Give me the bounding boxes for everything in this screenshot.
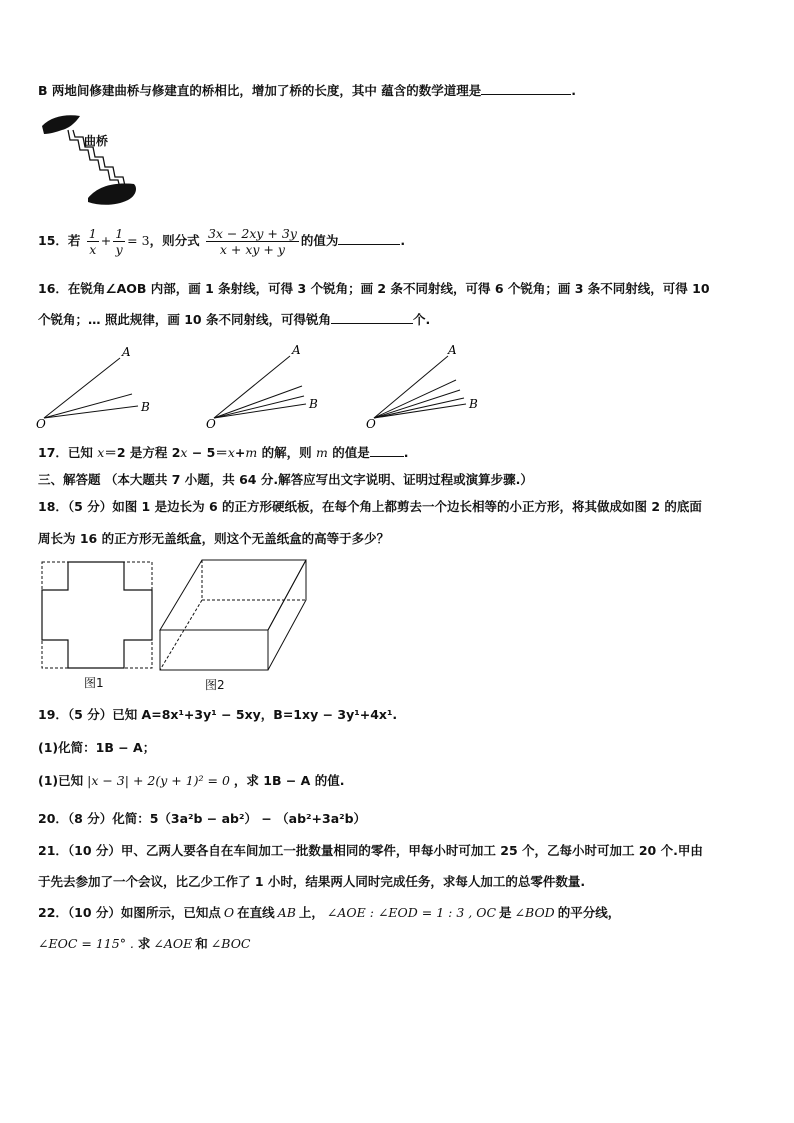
q17-var-x-2: x xyxy=(180,445,188,460)
q21-line-2: 于先去参加了一个会议，比乙少工作了 1 小时，结果两人同时完成任务，求每人加工的总零件数量. xyxy=(38,874,586,889)
q16-answer-blank[interactable] xyxy=(331,311,413,324)
q17-answer-blank[interactable] xyxy=(370,444,404,457)
q16-line2-pre: 个锐角；… 照此规律，画 10 条不同射线，可得锐角 xyxy=(38,312,331,327)
fig2-caption: 图2 xyxy=(205,678,225,692)
q22-line2-mid: 求 xyxy=(137,936,151,951)
q15-frac-1 xyxy=(87,226,99,257)
ray-OA xyxy=(44,358,120,418)
bridge-figure xyxy=(40,112,150,208)
q19-line3-pre: (1)已知 xyxy=(38,773,84,788)
q18-figure-1 xyxy=(40,560,156,672)
q21-line-1: 21．（10 分）甲、乙两人要各自在车间加工一批数量相同的零件，甲每小时可加工 25 个，乙每小时可加工 20 个.甲由 xyxy=(38,843,703,858)
q15-frac1-num: 1 xyxy=(88,226,97,241)
q22-mid3: 是 xyxy=(499,905,512,920)
q19-line3-expr: |x − 3| + 2(y + 1)² = 0 xyxy=(87,773,230,788)
bridge-label: 曲桥 xyxy=(84,134,109,148)
q22-mid2: 上， xyxy=(298,905,324,920)
q22-line-AB: AB xyxy=(277,905,296,920)
cross-shape xyxy=(42,562,152,668)
q15-frac-2 xyxy=(113,226,125,257)
q15-mid: ，则分式 xyxy=(149,233,200,248)
q16-line2-post: 个. xyxy=(412,312,431,327)
q22-and: 和 xyxy=(195,936,208,951)
hidden-edge-left xyxy=(160,600,202,670)
q15-pre: 若 xyxy=(67,233,81,248)
q14-answer-blank[interactable] xyxy=(481,82,571,95)
q22-angle-BOC: ∠BOC xyxy=(210,936,251,951)
q17-end: . xyxy=(403,445,409,460)
q19-line-1: 19．（5 分）已知 A=8x¹+3y¹ − 5xy，B=1xy − 3y¹+4x¹. xyxy=(38,707,398,722)
q15-frac2-den: y xyxy=(115,242,123,257)
q15-answer-blank[interactable] xyxy=(338,232,400,245)
ray-inner-1 xyxy=(214,386,302,418)
q16-line-2 xyxy=(38,311,430,329)
q17-var-x-3: x xyxy=(227,445,235,460)
section3-heading: 三、解答题 （本大题共 7 小题，共 64 分.解答应写出文字说明、证明过程或演算步骤.） xyxy=(38,472,533,487)
q22-angle-EOC: ∠EOC = 115° . xyxy=(38,936,134,951)
label-B: B xyxy=(309,397,318,411)
q17-text-c: − 5＝ xyxy=(187,445,228,460)
q15-end: . xyxy=(400,233,406,248)
q22-line-1 xyxy=(38,904,620,922)
box-right-side xyxy=(268,560,306,670)
q16-angle-figure-1 xyxy=(34,340,164,430)
ray-inner-1 xyxy=(374,380,456,418)
q22-angle-BOD: ∠BOD xyxy=(514,905,555,920)
label-B: B xyxy=(141,400,150,414)
q22-line-2 xyxy=(38,935,254,953)
q19-line-2: (1)化简：1B − A； xyxy=(38,740,156,755)
fig1-caption: 图1 xyxy=(84,676,104,690)
q22-point-O: O xyxy=(223,905,235,920)
ray-inner-3 xyxy=(374,398,464,418)
ray-inner-2 xyxy=(374,390,460,418)
q16-angle-figure-2 xyxy=(204,340,334,430)
q17-text-f: 的值是 xyxy=(327,445,370,460)
q17-line: 17．已知 x＝2 是方程 2x − 5＝x+m 的解，则 m 的值是 . xyxy=(38,445,409,460)
q22-end1: 的平分线， xyxy=(557,905,621,920)
top-bank-shape xyxy=(42,115,80,134)
q15-eq: = 3 xyxy=(127,233,150,248)
box-front xyxy=(160,630,268,670)
ray-inner-1 xyxy=(44,394,132,418)
q14-text-line xyxy=(38,82,576,100)
q20-line: 20．（8 分）化简：5（3a²b − ab²） − （ab²+3a²b） xyxy=(38,811,367,826)
q15-plus: + xyxy=(100,233,112,248)
label-O: O xyxy=(206,417,216,430)
ray-OB xyxy=(44,406,138,418)
label-A: A xyxy=(122,345,131,359)
q14-end: . xyxy=(571,83,576,98)
q15-frac3-den: x + xy + y xyxy=(219,242,285,257)
q17-text-e: 的解，则 xyxy=(257,445,316,460)
q15-post: 的值为 xyxy=(300,233,339,248)
q15-number: 15． xyxy=(38,233,68,248)
q18-line-2: 周长为 16 的正方形无盖纸盒，则这个无盖纸盒的高等于多少？ xyxy=(38,531,390,546)
q19-line3-post: ，求 1B − A 的值. xyxy=(233,773,345,788)
q15-frac1-den: x xyxy=(89,242,97,257)
label-A: A xyxy=(448,343,457,357)
q22-mid1: 在直线 xyxy=(237,905,275,920)
q19-line-3 xyxy=(38,772,344,790)
q15-frac-3 xyxy=(206,226,299,257)
q15-frac2-num: 1 xyxy=(115,226,124,241)
q18-line-1: 18．（5 分）如图 1 是边长为 6 的正方形硬纸板，在每个角上都剪去一个边长相等的小正方形，将其做成如图 2 的底面 xyxy=(38,499,702,514)
label-O: O xyxy=(36,417,46,430)
q15-line xyxy=(38,224,405,260)
q14-text: B 两地间修建曲桥与修建直的桥相比，增加了桥的长度，其中 蕴含的数学道理是 xyxy=(38,83,482,98)
q22-angle-AOE: ∠AOE xyxy=(153,936,193,951)
q15-frac3-num: 3x − 2xy + 3y xyxy=(207,226,297,241)
q16-line-1: 16．在锐角∠AOB 内部，画 1 条射线，可得 3 个锐角；画 2 条不同射线，可得 6 个锐角；画 3 条不同射线，可得 10 xyxy=(38,281,710,296)
q17-text-b: ＝2 是方程 2 xyxy=(104,445,181,460)
label-B: B xyxy=(469,397,478,411)
q22-ratio: ∠AOE : ∠EOD = 1 : 3 , OC xyxy=(326,905,497,920)
label-O: O xyxy=(366,417,376,430)
q18-figure-2 xyxy=(158,558,310,674)
q22-line1-pre: 22．（10 分）如图所示，已知点 xyxy=(38,905,221,920)
box-top-rim xyxy=(160,560,306,630)
q17-text-d: + xyxy=(234,445,246,460)
bottom-bank-shape xyxy=(88,184,136,205)
q16-angle-figure-3 xyxy=(364,340,494,430)
q17-var-x-1: x xyxy=(97,445,105,460)
label-A: A xyxy=(292,343,301,357)
q17-text-a: 17．已知 xyxy=(38,445,98,460)
